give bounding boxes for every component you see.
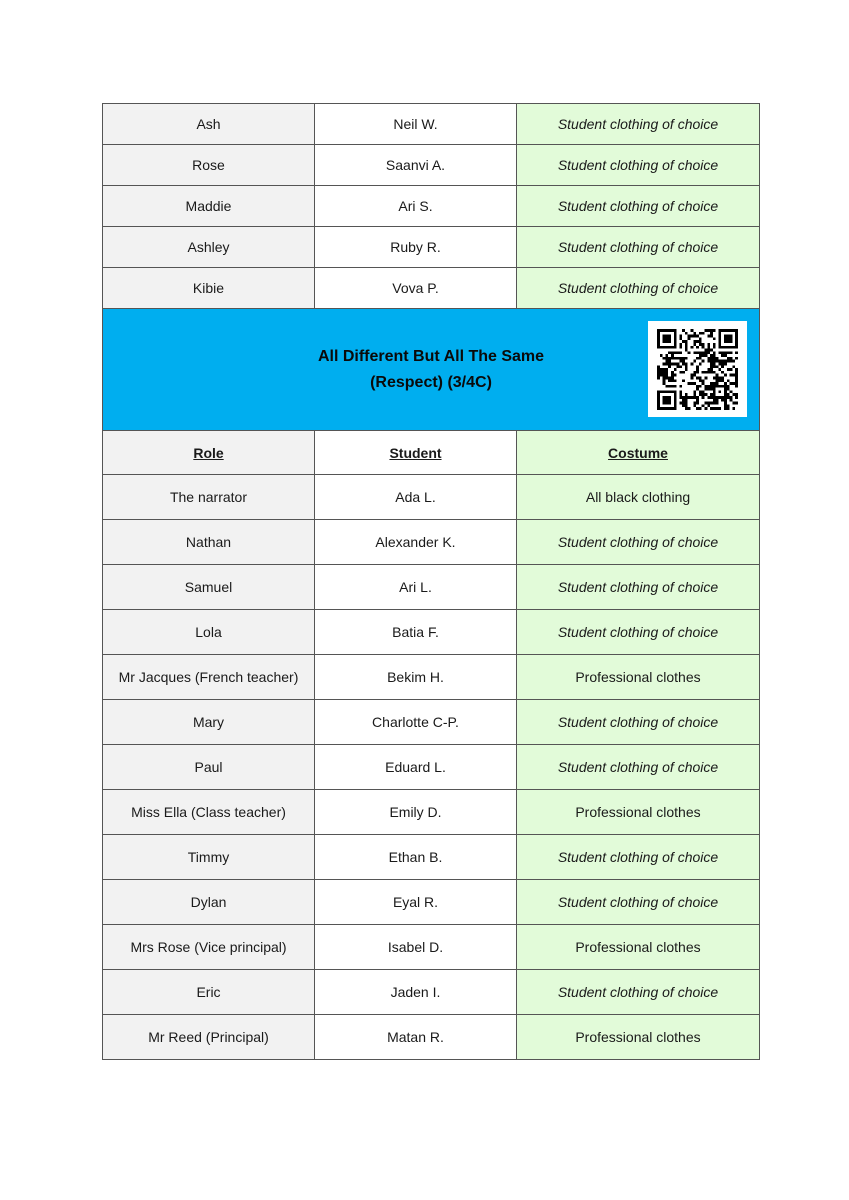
costume-cell: Student clothing of choice [517,227,760,268]
play-title-line-1: All Different But All The Same [317,347,545,365]
role-cell: Mr Reed (Principal) [103,1015,315,1060]
table-row [103,655,760,700]
table-row [103,186,760,227]
costume-cell: Student clothing of choice [517,145,760,186]
table-row [103,268,760,309]
student-cell: Jaden I. [315,970,517,1015]
student-cell: Ruby R. [315,227,517,268]
costume-cell: Student clothing of choice [517,745,760,790]
costume-cell: Professional clothes [517,925,760,970]
student-header: Student [315,431,517,475]
costume-cell: Student clothing of choice [517,835,760,880]
role-cell: Miss Ella (Class teacher) [103,790,315,835]
student-cell: Eduard L. [315,745,517,790]
student-cell: Saanvi A. [315,145,517,186]
student-cell: Vova P. [315,268,517,309]
costume-cell: Student clothing of choice [517,565,760,610]
role-cell: Ashley [103,227,315,268]
table-row [103,475,760,520]
role-cell: Maddie [103,186,315,227]
role-cell: Nathan [103,520,315,565]
costume-cell: Student clothing of choice [517,970,760,1015]
role-header: Role [103,431,315,475]
student-cell: Matan R. [315,1015,517,1060]
student-cell: Bekim H. [315,655,517,700]
costume-cell: Student clothing of choice [517,104,760,145]
student-cell: Ari S. [315,186,517,227]
student-cell: Alexander K. [315,520,517,565]
table-row [103,104,760,145]
play-banner-section [103,309,760,475]
table-row [103,227,760,268]
table-row [103,520,760,565]
table-row [103,880,760,925]
role-cell: Mr Jacques (French teacher) [103,655,315,700]
costume-cell: Student clothing of choice [517,700,760,745]
play-banner-row [103,309,760,431]
role-cell: Paul [103,745,315,790]
qr-code-icon[interactable] [648,321,747,417]
costume-cell: Student clothing of choice [517,186,760,227]
table-row [103,565,760,610]
student-cell: Ada L. [315,475,517,520]
table-row [103,610,760,655]
table-row [103,790,760,835]
table-row [103,835,760,880]
role-cell: Mary [103,700,315,745]
student-cell: Emily D. [315,790,517,835]
student-cell: Charlotte C-P. [315,700,517,745]
table-row [103,970,760,1015]
cast-rows [103,475,760,1060]
costume-cell: Student clothing of choice [517,880,760,925]
student-cell: Ethan B. [315,835,517,880]
costume-cell: Student clothing of choice [517,610,760,655]
student-cell: Batia F. [315,610,517,655]
casting-table [102,103,760,1060]
table-row [103,1015,760,1060]
role-cell: Mrs Rose (Vice principal) [103,925,315,970]
costume-cell: Professional clothes [517,790,760,835]
previous-play-rows [103,104,760,309]
costume-header: Costume [517,431,760,475]
role-cell: Timmy [103,835,315,880]
table-row [103,925,760,970]
table-row [103,700,760,745]
role-cell: Rose [103,145,315,186]
table-row [103,145,760,186]
table-row [103,745,760,790]
play-title-line-2: (Respect) (3/4C) [370,373,492,391]
role-cell: Kibie [103,268,315,309]
student-cell: Ari L. [315,565,517,610]
role-cell: Eric [103,970,315,1015]
role-cell: The narrator [103,475,315,520]
role-cell: Dylan [103,880,315,925]
student-cell: Isabel D. [315,925,517,970]
costume-cell: Student clothing of choice [517,268,760,309]
student-cell: Neil W. [315,104,517,145]
costume-cell: All black clothing [517,475,760,520]
costume-cell: Professional clothes [517,1015,760,1060]
play-banner [103,309,760,431]
role-cell: Samuel [103,565,315,610]
role-cell: Ash [103,104,315,145]
column-header-row [103,431,760,475]
costume-cell: Student clothing of choice [517,520,760,565]
costume-cell: Professional clothes [517,655,760,700]
role-cell: Lola [103,610,315,655]
student-cell: Eyal R. [315,880,517,925]
